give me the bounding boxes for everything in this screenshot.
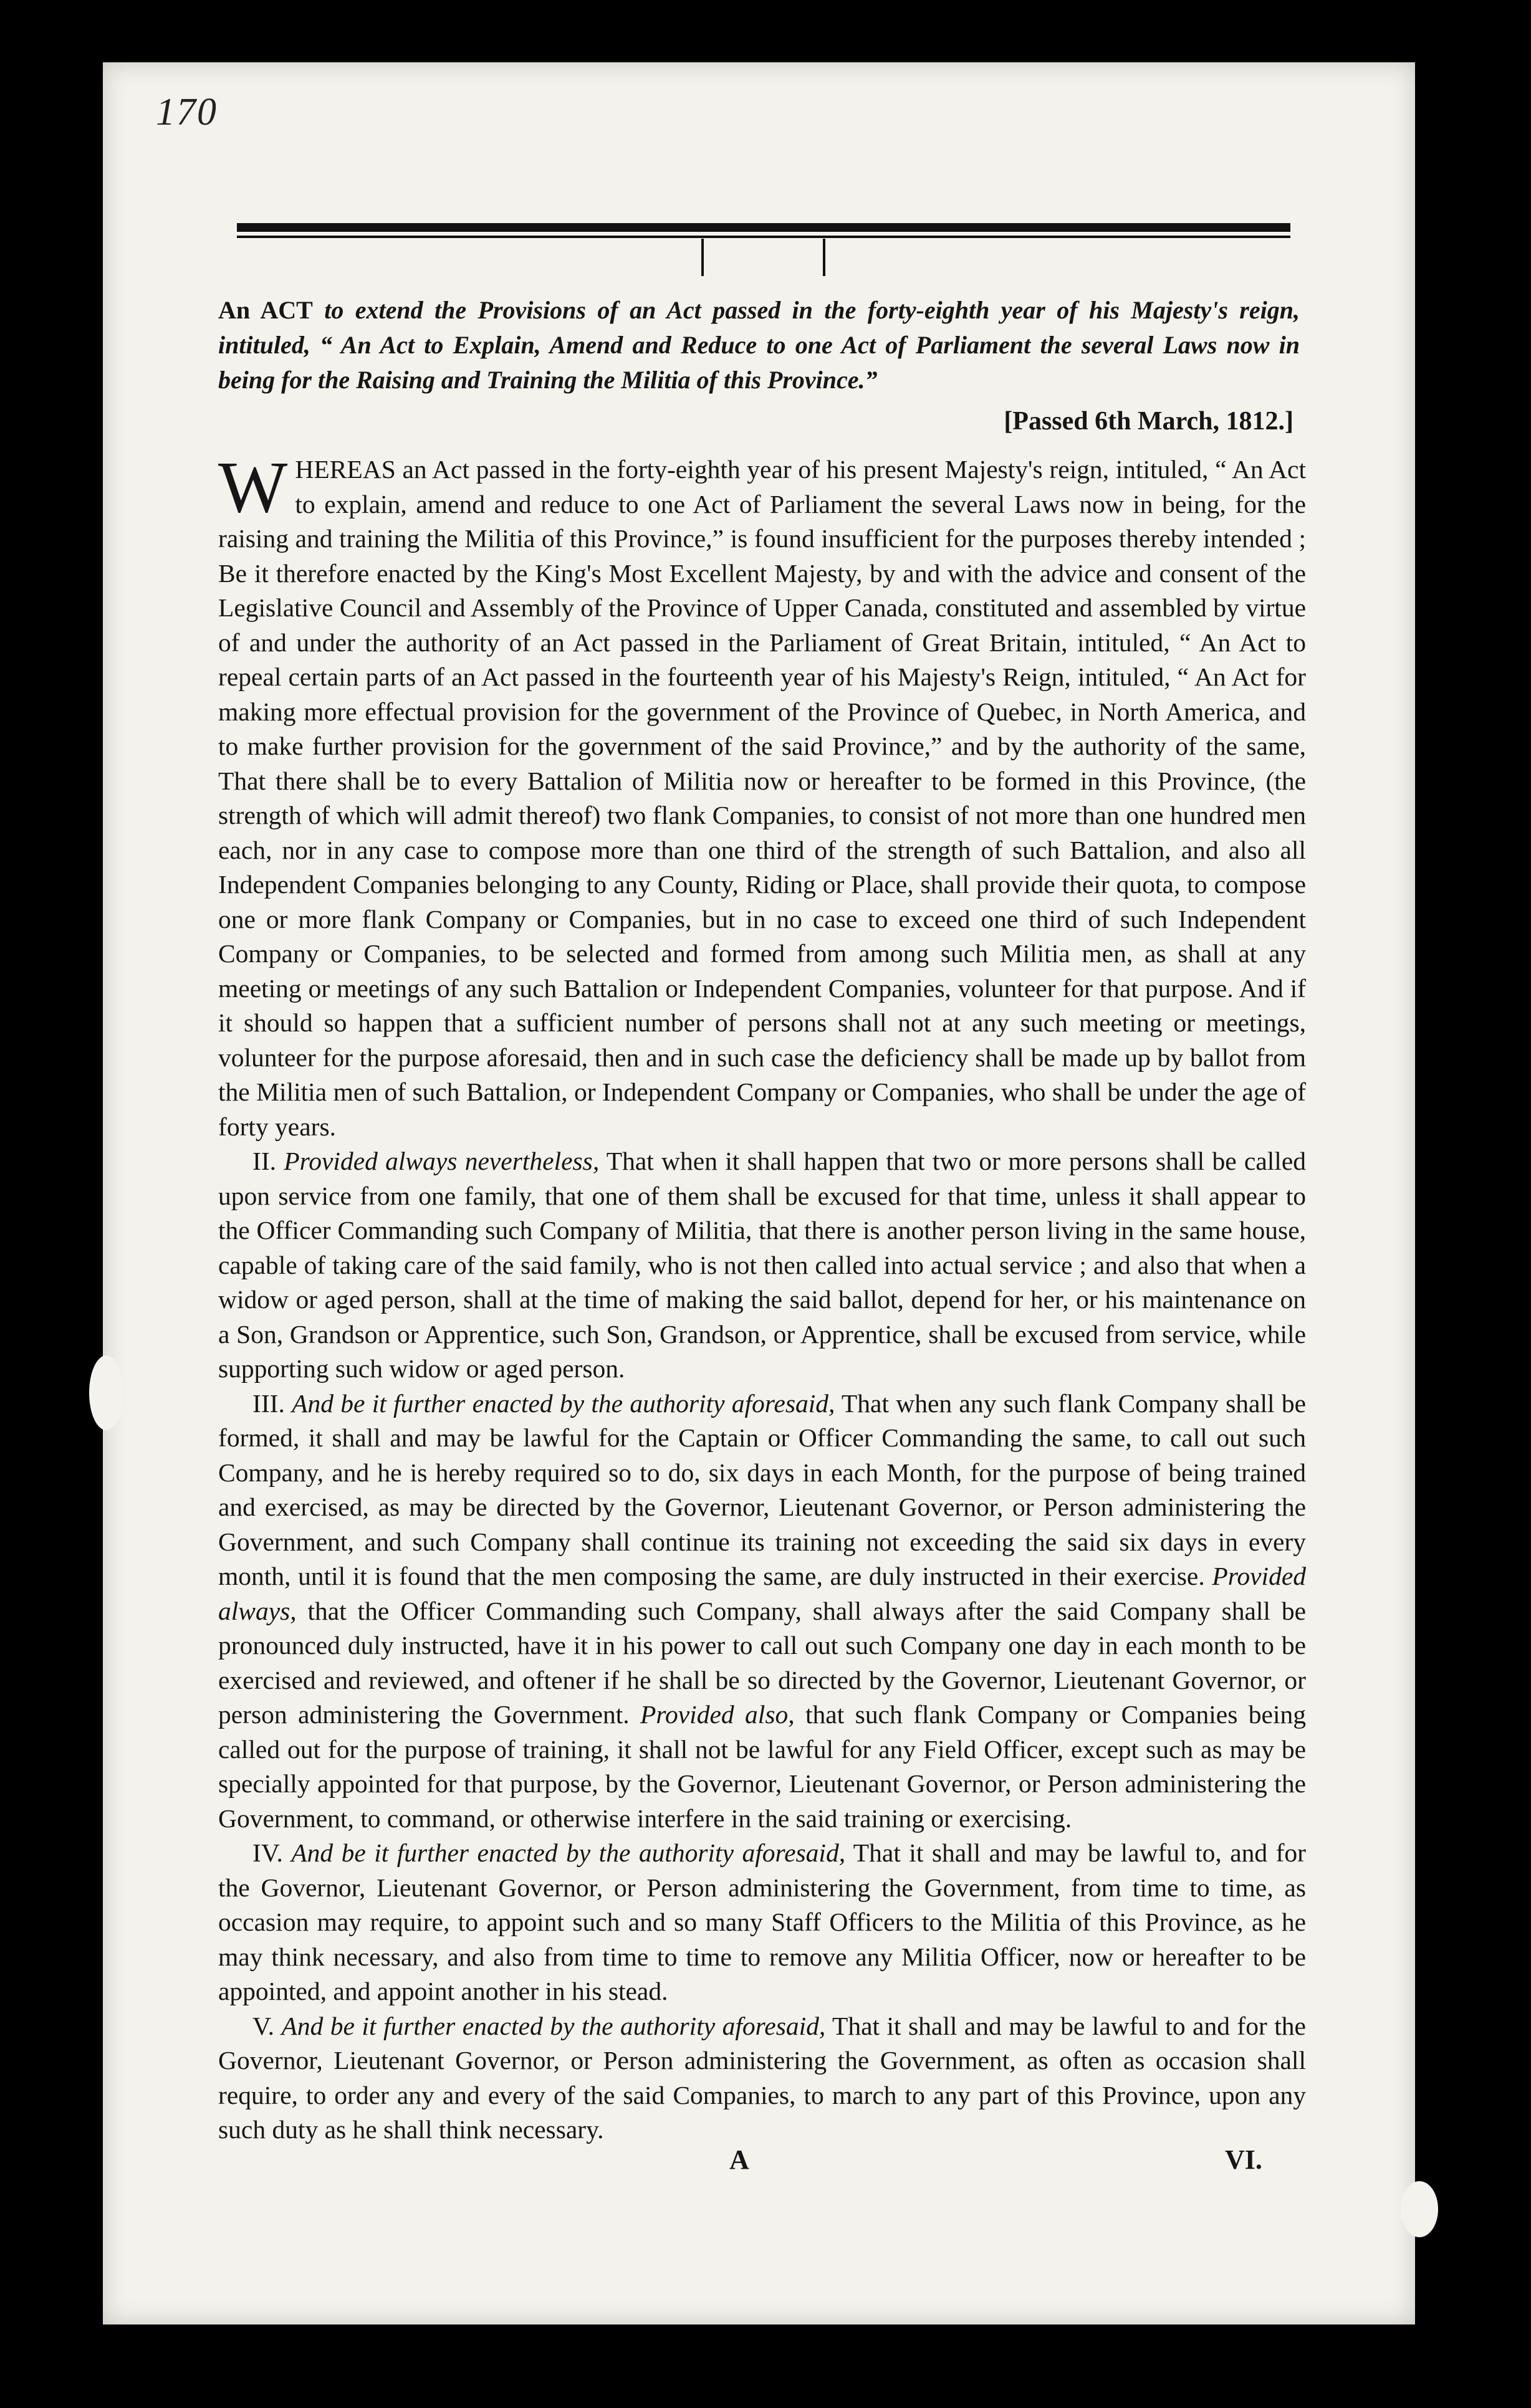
section-intro: And be it further enacted by the authority aforesaid, [292,1388,835,1418]
proviso-text: that the Officer Commanding such Company, shall always after the said Company shall be pronounced duly instructed, have it in his power to call out such Company one day in each month to be exercised and reviewed, and oftener if he shall be so directed by the Governor, Lieutenant Governor, or person administering the Government. [218,1596,1307,1729]
catchword: VI. [1225,2144,1262,2175]
section-text: That when any such flank Company shall be formed, it shall and may be lawful for the Captain or Officer Commanding the same, to call out such Company, and he is hereby required so to do, six days in each Month, for the purpose of being trained and exercised, as may be directed by the Governor, Lieutenant Governor, or Person administering the Government, and such Company shall continue its training not exceeding the said six days in every month, until it is found that the men composing the same, are duly instructed in their exercise. [218,1388,1306,1590]
header-rule-tick [823,239,825,276]
section-number: III. [252,1388,285,1418]
section-intro: And be it further enacted by the authority aforesaid, [291,1838,846,1867]
section-intro: Provided always nevertheless, [284,1147,600,1175]
section-number: IV. [252,1838,283,1867]
signature-mark: A [729,2144,749,2175]
section-4 [218,1836,1306,2009]
proviso-label: Provided also, [640,1700,795,1729]
section-2 [218,1144,1306,1387]
header-rule-tick [701,239,704,276]
section-number: II. [252,1147,277,1175]
document-body [218,293,1306,2148]
preamble-paragraph [218,446,1306,1144]
section-text: That it shall and may be lawful to, and for the Governor, Lieutenant Governor, or Person administering the Government, from time to time, as occasion may require, to appoint such and so many Staff Officers to the Militia of this Province, as he may think necessary, and also from time to time to remove any Militia Officer, now or hereafter to be appointed, and appoint another in his stead. [218,1838,1306,2005]
section-number: V. [252,2011,274,2040]
proviso-label: Provided always, [218,1562,1307,1625]
section-text: That it shall and may be lawful to and for the Governor, Lieutenant Governor, or Person administering the Government, as often as occasion shall require, to order any and every of the said Companies, to march to any part of this Province, upon any such duty as he shall think necessary. [218,2011,1306,2144]
act-title-lead: An ACT [218,296,313,324]
section-text: That when it shall happen that two or more persons shall be called upon service from one family, that one of them shall be excused for that time, unless it shall appear to the Officer Commanding such Company of Militia, that there is another person living in the same house, capable of taking care of the said family, who is not then called into actual service ; and also that when a widow or aged person, shall at the time of making the said ballot, depend for her, or his maintenance on a Son, Grandson or Apprentice, such Son, Grandson, or Apprentice, shall be excused from service, while supporting such widow or aged person. [218,1147,1306,1383]
document-page [103,62,1415,2324]
section-5 [218,2009,1306,2148]
section-3 [218,1387,1306,1837]
act-title [218,293,1300,398]
paper-edge-fragment [1401,2181,1438,2237]
section-intro: And be it further enacted by the authority aforesaid, [281,2011,826,2040]
passed-date: [Passed 6th March, 1812.] [1004,407,1293,436]
paper-edge-fragment [89,1355,123,1430]
drop-cap: W [218,446,288,528]
proviso-text: that such flank Company or Companies being called out for the purpose of training, it shall not be lawful for any Field Officer, except such as may be specially appointed for that purpose, by the Governor, Lieutenant Governor, or Person administering the Government, to command, or otherwise interfere in the said training or exercising. [218,1700,1306,1833]
act-title-text: to extend the Provisions of an Act passed in the forty-eighth year of his Majesty's reign, intituled, “ An Act to Explain, Amend and Reduce to one Act of Parliament the several Laws now in being for the Raising and Training the Militia of this Province.” [218,296,1300,394]
header-rule-thin [237,236,1290,238]
folio-number: 170 [156,91,218,133]
header-rule-thick [237,223,1290,232]
preamble-text: HEREAS an Act passed in the forty-eighth year of his present Majesty's reign, intituled, “ An Act to explain, amend and reduce to one Act of Parliament the several Laws now in being, for the raising and training the Militia of this Province,” is found insufficient for the purposes thereby intended ; Be it therefore enacted by the King's Most Excellent Majesty, by and with the advice and consent of the Legislative Council and Assembly of the Province of Upper Canada, constituted and assembled by virtue of and under the authority of an Act passed in the Parliament of Great Britain, intituled, “ An Act to repeal certain parts of an Act passed in the fourteenth year of his Majesty's Reign, intituled, “ An Act for making more effectual provision for the government of the Province of Quebec, in North America, and to make further provision for the government of the said Province,” and by the authority of the same, That there shall be to every Battalion of Militia now or hereafter to be formed in this Province, (the strength of which will admit thereof) two flank Companies, to consist of not more than one hundred men each, nor in any case to compose more than one third of the strength of such Battalion, and also all Independent Companies belonging to any County, Riding or Place, shall provide their quota, to compose one or more flank Company or Companies, but in no case to exceed one third of such Independent Company or Companies, to be selected and formed from among such Militia men, as shall at any meeting or meetings of any such Battalion or Independent Companies, volunteer for that purpose. And if it should so happen that a sufficient number of persons shall not at any such meeting or meetings, volunteer for the purpose aforesaid, then and in such case the deficiency shall be made up by ballot from the Militia men of such Battalion, or Independent Company or Companies, who shall be under the age of forty years. [218,455,1306,1141]
